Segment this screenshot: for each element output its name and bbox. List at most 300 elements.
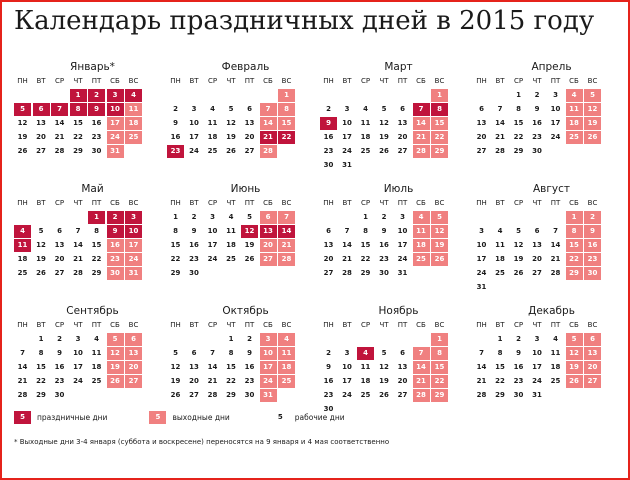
- work-day: 25: [360, 391, 371, 399]
- weekday-header: [320, 197, 465, 209]
- weekend-day: 11: [278, 347, 295, 360]
- work-day: 12: [36, 241, 46, 249]
- weekend-day: 7: [278, 211, 295, 224]
- holiday-day: 1: [70, 89, 87, 102]
- work-day: 2: [173, 105, 178, 113]
- weekend-day: 24: [260, 375, 277, 388]
- month-name: Февраль: [221, 61, 270, 73]
- work-day: 14: [73, 241, 83, 249]
- weekday-label: ПН: [476, 77, 487, 85]
- work-day: 14: [550, 241, 561, 249]
- work-day: 3: [344, 105, 350, 113]
- work-day: 13: [36, 119, 46, 127]
- weekday-label: СР: [207, 199, 218, 207]
- work-day: 13: [397, 363, 408, 371]
- work-day: 5: [38, 227, 44, 235]
- work-day: 11: [495, 241, 505, 249]
- weekday-header: [167, 197, 312, 209]
- holiday-day: 3: [125, 211, 142, 224]
- weekday-label: ВТ: [495, 321, 505, 329]
- weekend-day: 17: [260, 361, 277, 374]
- days-grid: [14, 211, 159, 280]
- work-day: 30: [323, 405, 334, 413]
- month-calendar: [167, 182, 312, 304]
- work-day: 1: [363, 213, 368, 221]
- work-day: 1: [228, 335, 234, 343]
- month-calendar: [14, 60, 159, 182]
- work-day: 29: [91, 269, 102, 277]
- weekday-label: ЧТ: [226, 77, 236, 85]
- work-day: 8: [497, 349, 503, 357]
- weekend-day: 31: [107, 145, 124, 158]
- work-day: 31: [476, 283, 487, 291]
- weekend-day: 2: [584, 211, 601, 224]
- weekend-day: 14: [260, 117, 277, 130]
- weekday-label: ПН: [323, 77, 334, 85]
- weekend-day: 4: [413, 211, 430, 224]
- work-day: 10: [342, 363, 352, 371]
- weekend-day: 25: [125, 131, 142, 144]
- work-day: 14: [54, 119, 65, 127]
- work-day: 10: [532, 349, 542, 357]
- weekend-day: 13: [125, 347, 142, 360]
- holiday-day: 8: [431, 103, 448, 116]
- weekend-day: 24: [125, 253, 142, 266]
- work-day: 3: [400, 213, 405, 221]
- work-day: 6: [191, 349, 197, 357]
- legend: [14, 411, 387, 424]
- holiday-day: 6: [33, 103, 50, 116]
- weekend-day: 26: [566, 375, 583, 388]
- holiday-day: 10: [107, 103, 124, 116]
- work-day: 26: [170, 391, 181, 399]
- weekday-header: [473, 319, 618, 331]
- holiday-day: 4: [125, 89, 142, 102]
- work-day: 27: [397, 391, 408, 399]
- work-day: 24: [73, 377, 83, 385]
- work-day: 6: [326, 227, 331, 235]
- legend-workday: [272, 411, 345, 424]
- work-day: 30: [244, 391, 255, 399]
- holiday-day: 21: [260, 131, 277, 144]
- weekend-day: 27: [125, 375, 142, 388]
- work-day: 16: [379, 241, 389, 249]
- weekday-label: СР: [513, 321, 524, 329]
- weekday-label: ЧТ: [73, 199, 83, 207]
- work-day: 7: [344, 227, 350, 235]
- work-day: 11: [226, 227, 236, 235]
- month-name: Январь*: [70, 61, 115, 73]
- work-day: 25: [91, 377, 102, 385]
- work-day: 22: [495, 377, 505, 385]
- legend-holiday-swatch: 5: [14, 411, 31, 424]
- month-name: Июнь: [230, 183, 261, 195]
- weekday-label: СБ: [569, 77, 579, 85]
- weekday-label: ПТ: [397, 77, 408, 85]
- work-day: 28: [476, 391, 487, 399]
- work-day: 16: [323, 377, 334, 385]
- weekend-day: 22: [566, 253, 583, 266]
- weekday-label: ВС: [587, 321, 598, 329]
- work-day: 26: [379, 391, 389, 399]
- work-day: 13: [244, 119, 255, 127]
- weekday-label: СР: [207, 77, 218, 85]
- work-day: 22: [170, 255, 181, 263]
- days-grid: [167, 211, 312, 280]
- work-day: 29: [495, 391, 505, 399]
- weekend-day: 27: [260, 253, 277, 266]
- weekend-day: 24: [107, 131, 124, 144]
- work-day: 20: [54, 255, 65, 263]
- weekday-label: ПТ: [91, 199, 102, 207]
- holiday-day: 5: [14, 103, 31, 116]
- weekend-day: 8: [278, 103, 295, 116]
- work-day: 22: [36, 377, 46, 385]
- weekday-label: ПН: [323, 321, 334, 329]
- weekday-label: СБ: [569, 199, 579, 207]
- weekend-day: 23: [584, 253, 601, 266]
- work-day: 27: [189, 391, 199, 399]
- holiday-day: 14: [278, 225, 295, 238]
- work-day: 20: [323, 255, 334, 263]
- work-day: 14: [17, 363, 28, 371]
- work-day: 17: [342, 133, 352, 141]
- work-day: 23: [379, 255, 389, 263]
- weekend-day: 11: [125, 103, 142, 116]
- month-calendar: [473, 182, 618, 304]
- work-day: 12: [170, 363, 181, 371]
- weekend-day: 12: [107, 347, 124, 360]
- days-grid: [167, 89, 312, 158]
- weekday-label: ВТ: [342, 321, 352, 329]
- work-day: 16: [323, 133, 334, 141]
- work-day: 24: [342, 147, 352, 155]
- work-day: 10: [189, 119, 199, 127]
- work-day: 21: [495, 133, 505, 141]
- weekend-day: 25: [566, 131, 583, 144]
- weekend-day: 17: [125, 239, 142, 252]
- work-day: 18: [550, 363, 561, 371]
- weekday-label: ПТ: [91, 321, 102, 329]
- work-day: 12: [379, 119, 389, 127]
- days-grid: [320, 333, 465, 416]
- work-day: 26: [17, 147, 28, 155]
- weekday-label: ПН: [17, 199, 28, 207]
- work-day: 26: [379, 147, 389, 155]
- work-day: 17: [397, 241, 408, 249]
- work-day: 4: [553, 335, 558, 343]
- work-day: 28: [54, 147, 65, 155]
- work-day: 6: [534, 227, 540, 235]
- weekday-label: ЧТ: [532, 77, 542, 85]
- work-day: 27: [532, 269, 542, 277]
- holiday-day: 2: [107, 211, 124, 224]
- work-day: 30: [323, 161, 334, 169]
- work-day: 2: [326, 349, 331, 357]
- work-day: 1: [38, 335, 44, 343]
- work-day: 30: [513, 391, 524, 399]
- month-name: Июль: [383, 183, 414, 195]
- weekday-label: ВС: [281, 199, 292, 207]
- weekend-day: 5: [107, 333, 124, 346]
- weekend-day: 21: [278, 239, 295, 252]
- work-day: 5: [516, 227, 521, 235]
- work-day: 30: [54, 391, 65, 399]
- work-day: 18: [360, 377, 371, 385]
- work-day: 18: [360, 133, 371, 141]
- work-day: 8: [228, 349, 234, 357]
- holiday-day: 3: [107, 89, 124, 102]
- weekend-day: 7: [260, 103, 277, 116]
- weekend-day: 5: [431, 211, 448, 224]
- weekend-day: 29: [566, 267, 583, 280]
- work-day: 17: [207, 241, 218, 249]
- work-day: 2: [57, 335, 62, 343]
- work-day: 10: [207, 227, 218, 235]
- work-day: 3: [75, 335, 81, 343]
- work-day: 8: [38, 349, 44, 357]
- weekday-label: СБ: [110, 199, 120, 207]
- month-name: Декабрь: [528, 305, 575, 317]
- weekend-day: 28: [278, 253, 295, 266]
- work-day: 22: [91, 255, 102, 263]
- work-day: 2: [191, 213, 197, 221]
- weekend-day: 1: [431, 333, 448, 346]
- work-day: 13: [397, 119, 408, 127]
- weekday-label: СБ: [263, 77, 273, 85]
- month-name: Октябрь: [222, 305, 269, 317]
- work-day: 24: [189, 147, 199, 155]
- work-day: 27: [54, 269, 65, 277]
- work-day: 23: [189, 255, 199, 263]
- work-day: 9: [57, 349, 62, 357]
- work-day: 8: [94, 227, 99, 235]
- weekend-day: 14: [413, 361, 430, 374]
- weekday-label: ЧТ: [379, 77, 389, 85]
- weekend-day: 16: [584, 239, 601, 252]
- work-day: 9: [326, 363, 331, 371]
- weekend-day: 15: [566, 239, 583, 252]
- work-day: 17: [189, 133, 199, 141]
- work-day: 26: [36, 269, 46, 277]
- work-day: 10: [397, 227, 408, 235]
- work-day: 19: [226, 133, 236, 141]
- weekday-label: ВС: [128, 77, 139, 85]
- weekday-label: ВС: [281, 77, 292, 85]
- work-day: 17: [476, 255, 487, 263]
- work-day: 29: [36, 391, 46, 399]
- days-grid: [167, 333, 312, 402]
- work-day: 1: [497, 335, 503, 343]
- work-day: 25: [207, 147, 218, 155]
- legend-weekend: [149, 411, 229, 424]
- month-calendar: [473, 60, 618, 182]
- work-day: 31: [532, 391, 542, 399]
- work-day: 28: [550, 269, 561, 277]
- weekend-day: 19: [566, 361, 583, 374]
- work-day: 23: [532, 133, 542, 141]
- work-day: 4: [228, 213, 234, 221]
- work-day: 29: [513, 147, 524, 155]
- weekend-day: 8: [431, 347, 448, 360]
- work-day: 15: [170, 241, 181, 249]
- weekday-label: ПН: [17, 321, 28, 329]
- weekday-label: ВТ: [189, 199, 199, 207]
- work-day: 12: [379, 363, 389, 371]
- weekday-label: ВТ: [495, 77, 505, 85]
- weekend-day: 14: [413, 117, 430, 130]
- work-day: 25: [495, 269, 505, 277]
- work-day: 24: [532, 377, 542, 385]
- weekend-day: 20: [584, 361, 601, 374]
- month-calendar: [320, 182, 465, 304]
- work-day: 21: [17, 377, 28, 385]
- weekend-day: 18: [566, 117, 583, 130]
- work-day: 18: [226, 241, 236, 249]
- work-day: 9: [381, 227, 387, 235]
- work-day: 14: [476, 363, 487, 371]
- work-day: 15: [73, 119, 83, 127]
- weekend-day: 23: [107, 253, 124, 266]
- work-day: 9: [191, 227, 197, 235]
- weekend-day: 6: [125, 333, 142, 346]
- work-day: 20: [397, 377, 408, 385]
- weekday-label: ПН: [170, 77, 181, 85]
- weekend-day: 19: [107, 361, 124, 374]
- days-grid: [14, 333, 159, 402]
- weekend-day: 28: [413, 145, 430, 158]
- work-day: 13: [323, 241, 334, 249]
- work-day: 19: [170, 377, 181, 385]
- weekend-day: 17: [107, 117, 124, 130]
- work-day: 17: [73, 363, 83, 371]
- weekend-day: 13: [584, 347, 601, 360]
- month-name: Август: [533, 183, 570, 195]
- work-day: 8: [363, 227, 368, 235]
- weekday-label: ПН: [476, 199, 487, 207]
- work-day: 3: [479, 227, 484, 235]
- work-day: 29: [73, 147, 83, 155]
- weekday-label: ПТ: [244, 77, 255, 85]
- work-day: 3: [344, 349, 350, 357]
- work-day: 10: [342, 119, 352, 127]
- weekend-day: 9: [584, 225, 601, 238]
- work-day: 30: [189, 269, 199, 277]
- work-day: 7: [75, 227, 81, 235]
- holiday-day: 12: [241, 225, 258, 238]
- work-day: 16: [91, 119, 102, 127]
- work-day: 19: [244, 241, 255, 249]
- weekday-label: СР: [360, 321, 371, 329]
- weekday-label: ВС: [434, 199, 445, 207]
- weekday-label: СБ: [263, 199, 273, 207]
- work-day: 30: [91, 147, 102, 155]
- work-day: 11: [207, 119, 218, 127]
- work-day: 6: [57, 227, 62, 235]
- work-day: 17: [342, 377, 352, 385]
- weekday-label: ПН: [170, 199, 181, 207]
- month-calendar: [14, 304, 159, 426]
- work-day: 2: [516, 335, 521, 343]
- work-day: 22: [513, 133, 524, 141]
- weekday-label: СР: [513, 77, 524, 85]
- weekday-header: [320, 319, 465, 331]
- work-day: 15: [513, 119, 524, 127]
- work-day: 27: [244, 147, 255, 155]
- work-day: 14: [342, 241, 352, 249]
- work-day: 25: [550, 377, 561, 385]
- work-day: 26: [244, 255, 255, 263]
- work-day: 2: [534, 91, 540, 99]
- work-day: 7: [553, 227, 558, 235]
- work-day: 5: [381, 105, 387, 113]
- weekday-label: ВТ: [189, 321, 199, 329]
- work-day: 5: [381, 349, 387, 357]
- work-day: 25: [226, 255, 236, 263]
- legend-holiday: [14, 411, 107, 424]
- weekday-label: СР: [513, 199, 524, 207]
- work-day: 3: [534, 335, 540, 343]
- work-day: 19: [17, 133, 28, 141]
- weekday-label: ВС: [128, 199, 139, 207]
- work-day: 12: [17, 119, 28, 127]
- holiday-day: 8: [70, 103, 87, 116]
- work-day: 19: [36, 255, 46, 263]
- weekend-day: 27: [584, 375, 601, 388]
- work-day: 6: [400, 349, 405, 357]
- work-day: 11: [550, 349, 561, 357]
- work-day: 18: [17, 255, 28, 263]
- weekend-day: 1: [431, 89, 448, 102]
- weekend-day: 12: [566, 347, 583, 360]
- month-name: Ноябрь: [378, 305, 419, 317]
- work-day: 23: [323, 391, 334, 399]
- weekend-day: 15: [431, 361, 448, 374]
- work-day: 6: [479, 105, 484, 113]
- work-day: 13: [54, 241, 65, 249]
- work-day: 28: [207, 391, 218, 399]
- work-day: 21: [550, 255, 561, 263]
- days-grid: [320, 89, 465, 172]
- work-day: 21: [476, 377, 487, 385]
- work-day: 9: [534, 105, 540, 113]
- month-calendar: [473, 304, 618, 426]
- weekday-label: ЧТ: [73, 321, 83, 329]
- work-day: 24: [342, 391, 352, 399]
- work-day: 20: [36, 133, 46, 141]
- work-day: 9: [247, 349, 252, 357]
- work-day: 10: [550, 105, 561, 113]
- weekend-day: 30: [584, 267, 601, 280]
- work-day: 26: [513, 269, 524, 277]
- days-grid: [473, 89, 618, 158]
- work-day: 10: [476, 241, 487, 249]
- weekend-day: 6: [584, 333, 601, 346]
- work-day: 30: [532, 147, 542, 155]
- work-day: 22: [73, 133, 83, 141]
- work-day: 24: [207, 255, 218, 263]
- holiday-day: 1: [88, 211, 105, 224]
- work-day: 21: [207, 377, 218, 385]
- work-day: 7: [20, 349, 25, 357]
- work-day: 16: [189, 241, 199, 249]
- work-day: 21: [54, 133, 65, 141]
- weekday-label: ЧТ: [226, 321, 236, 329]
- work-day: 11: [91, 349, 102, 357]
- weekday-label: ВТ: [36, 77, 46, 85]
- work-day: 15: [91, 241, 102, 249]
- work-day: 27: [323, 269, 334, 277]
